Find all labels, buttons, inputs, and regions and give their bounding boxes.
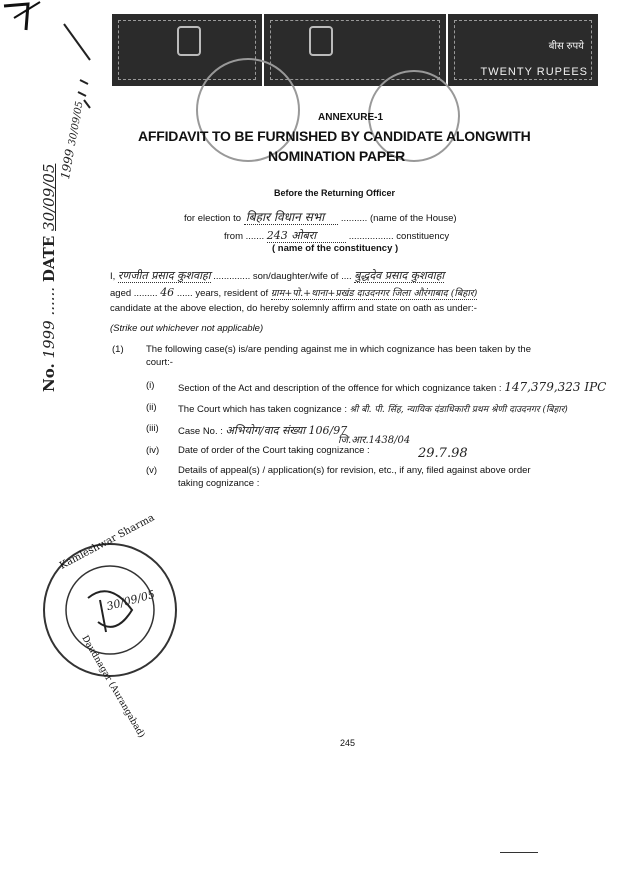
margin-top-note bbox=[58, 100, 86, 181]
for-election-label: for election to bbox=[184, 213, 242, 224]
tick-marks-icon bbox=[60, 20, 100, 110]
seal-place: Daudnagar (Aurangabad) bbox=[79, 634, 147, 740]
aged-label: aged bbox=[110, 288, 132, 299]
case-gr-value: जि.आर.1438/04 bbox=[338, 435, 411, 446]
subitem-number: (i) bbox=[146, 380, 155, 391]
appeal-details-label: Details of appeal(s) / application(s) for revision, etc., if any, filed against above order bbox=[178, 465, 531, 476]
margin-top-number: 1999 bbox=[58, 147, 78, 181]
emblem-icon bbox=[177, 26, 201, 56]
notary-seal bbox=[40, 512, 180, 740]
resident-label: years, resident of bbox=[195, 288, 269, 299]
age-residence-line: aged ......... 46 ...... years, resident of ग्राम+पो.+थाना+प्रखंड दाउदनगर जिला औरंगाबाद (बिहार) bbox=[110, 286, 478, 299]
margin-top-date: 30/09/05 bbox=[66, 100, 86, 147]
item-1-number: (1) bbox=[112, 344, 124, 355]
case-no-value: अभियोग/वाद संख्या 106/97 bbox=[225, 424, 348, 437]
register-date-value: 30/09/05 bbox=[40, 163, 58, 231]
register-no-label: No. bbox=[40, 363, 58, 392]
house-label: (name of the House) bbox=[369, 213, 457, 224]
returning-officer-heading: Before the Returning Officer bbox=[274, 188, 396, 198]
appeal-details-label-cont: taking cognizance : bbox=[178, 478, 260, 489]
margin-tick-marks bbox=[60, 20, 100, 110]
declarant-name-value: रणजीत प्रसाद कुशवाहा bbox=[117, 269, 211, 282]
subitem-text bbox=[178, 423, 347, 438]
register-no-value: 1999 bbox=[40, 320, 58, 359]
subitem-text bbox=[178, 445, 370, 456]
subitem-text bbox=[178, 380, 606, 394]
subitem-number: (iii) bbox=[146, 423, 159, 434]
residence-value: ग्राम+पो.+थाना+प्रखंड दाउदनगर जिला औरंगाबाद (बिहार) bbox=[270, 288, 478, 299]
stamp-denomination: TWENTY RUPEES bbox=[480, 66, 588, 78]
corner-mark bbox=[0, 0, 46, 40]
signature-date: 30/09/05 bbox=[105, 587, 157, 614]
subitem-text bbox=[178, 402, 568, 415]
constituency-note: ( name of the constituency ) bbox=[272, 243, 399, 254]
seal-name: Kamleshwar Sharma bbox=[58, 512, 157, 572]
constituency-value: 243 ओबरा bbox=[267, 229, 346, 243]
house-name-value: बिहार विधान सभा bbox=[244, 210, 339, 225]
court-value: श्री बी. पी. सिंह, न्यायिक दंडाधिकारी प्रथम श्रेणी दाउदनगर (बिहार) bbox=[349, 405, 568, 415]
emblem-icon bbox=[309, 26, 333, 56]
footer-divider bbox=[500, 852, 538, 853]
register-date-label: DATE bbox=[40, 235, 58, 283]
case-no-label: Case No. : bbox=[178, 426, 223, 437]
father-name-value: बुद्धदेव प्रसाद कुशवाहा bbox=[354, 269, 445, 282]
margin-register-note bbox=[40, 164, 58, 392]
item-1-intro-cont: court:- bbox=[146, 357, 173, 368]
strike-note: (Strike out whichever not applicable) bbox=[110, 323, 264, 334]
offence-label: Section of the Act and description of the offence for which cognizance taken : bbox=[178, 383, 502, 394]
ink-seal-left bbox=[196, 58, 300, 162]
constituency-line: from ....... 243 ओबरा ................. constituency bbox=[224, 229, 450, 242]
subitem-number: (ii) bbox=[146, 402, 157, 413]
item-1-intro: The following case(s) is/are pending against me in which cognizance has been taken by the bbox=[146, 344, 531, 355]
constituency-label: constituency bbox=[396, 231, 450, 242]
stamp-paper-3 bbox=[448, 14, 598, 86]
age-value: 46 bbox=[160, 286, 175, 299]
affirmation-text: candidate at the above election, do hereby solemnly affirm and state on oath as under:- bbox=[110, 303, 477, 314]
declarant-line: I, रणजीत प्रसाद कुशवाहा .............. son/daughter/wife of .... बुद्धदेव प्रसाद कुशवाहा bbox=[110, 269, 445, 282]
subitem-number: (v) bbox=[146, 465, 158, 476]
order-date-label: Date of order of the Court taking cognizance : bbox=[178, 445, 370, 456]
order-date-value: 29.7.98 bbox=[418, 446, 468, 461]
from-label: from bbox=[224, 231, 243, 242]
election-line: for election to बिहार विधान सभा .......... (name of the House) bbox=[184, 210, 457, 224]
affidavit-title: AFFIDAVIT TO BE FURNISHED BY CANDIDATE ALONGWITH bbox=[138, 128, 531, 144]
affidavit-subtitle: NOMINATION PAPER bbox=[268, 148, 406, 164]
court-label: The Court which has taken cognizance : bbox=[178, 404, 347, 415]
corner-scribble-icon bbox=[0, 0, 46, 40]
stamp-hindi-text: बीस रुपये bbox=[548, 41, 584, 52]
annexure-label: ANNEXURE-1 bbox=[318, 112, 384, 123]
relation-label: son/daughter/wife of bbox=[252, 271, 339, 282]
i-label: I, bbox=[110, 271, 116, 282]
register-dots: ...... bbox=[40, 286, 58, 316]
page-number: 245 bbox=[340, 738, 356, 748]
offence-value: 147,379,323 IPC bbox=[504, 380, 607, 394]
subitem-number: (iv) bbox=[146, 445, 160, 456]
